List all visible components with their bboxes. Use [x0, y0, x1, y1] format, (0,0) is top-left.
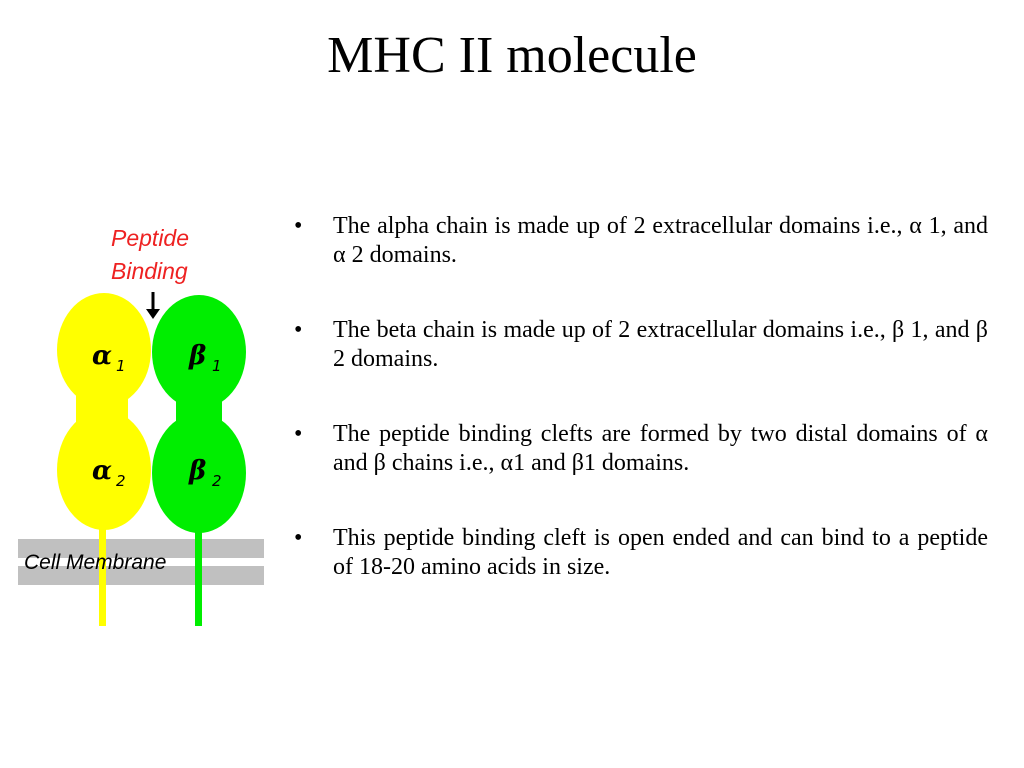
- bullet-item: [290, 524, 988, 582]
- beta1-subscript: 1: [212, 357, 222, 375]
- mhc-ii-diagram-svg: [14, 214, 270, 634]
- peptide-binding-arrow-icon: [146, 292, 160, 319]
- bullet-icon: •: [294, 213, 303, 239]
- peptide-label-line2: Binding: [111, 258, 188, 284]
- bullet-icon: •: [294, 421, 303, 447]
- beta2-subscript: 2: [212, 472, 222, 490]
- peptide-label-line1: Peptide: [111, 225, 190, 251]
- bullet-text: This peptide binding cleft is open ended and can bind to a peptide of 18-20 amino acids in size.: [333, 525, 988, 580]
- cell-membrane-label: Cell Membrane: [24, 551, 167, 574]
- bullet-text: The peptide binding clefts are formed by two distal domains of α and β chains i.e., α1 and β1 domains.: [333, 421, 988, 476]
- mhc-ii-diagram: [14, 214, 270, 634]
- bullet-icon: •: [294, 317, 303, 343]
- bullet-list: [290, 212, 988, 628]
- bullet-text: The beta chain is made up of 2 extracellular domains i.e., β 1, and β 2 domains.: [333, 317, 988, 372]
- bullet-text: The alpha chain is made up of 2 extracellular domains i.e., α 1, and α 2 domains.: [333, 213, 988, 268]
- beta2-symbol: β: [189, 456, 207, 486]
- bullet-item: [290, 316, 988, 374]
- bullet-item: [290, 212, 988, 270]
- beta-chain: [152, 295, 246, 533]
- alpha2-symbol: α: [92, 456, 113, 486]
- beta1-symbol: β: [189, 341, 207, 371]
- bullet-icon: •: [294, 525, 303, 551]
- bullet-item: [290, 420, 988, 478]
- alpha1-symbol: α: [92, 341, 113, 371]
- alpha-chain: [57, 293, 151, 530]
- alpha1-subscript: 1: [116, 357, 126, 375]
- slide-title: MHC II molecule: [327, 27, 697, 84]
- alpha2-subscript: 2: [116, 472, 126, 490]
